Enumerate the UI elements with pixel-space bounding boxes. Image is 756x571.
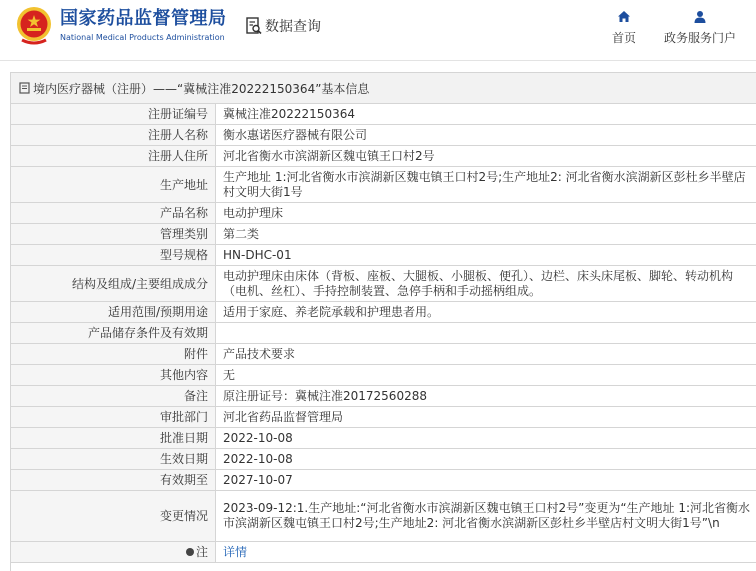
row-value-text: 第二类 [223, 226, 260, 241]
row-value-text: 2023-09-12:1.生产地址:“河北省衡水市滨湖新区魏屯镇王口村2号”变更为“生产地址 1:河北省衡水市滨湖新区魏屯镇王口村2号;生产地址2: 河北省衡水滨湖新区彭杜乡半壁店村文明大街1号”\n [223, 501, 751, 530]
row-value [216, 428, 756, 448]
row-value [216, 365, 756, 385]
row-label: 产品储存条件及有效期 [11, 323, 216, 343]
row-value-text: 2022-10-08 [223, 451, 293, 466]
row-label: 型号规格 [11, 245, 216, 265]
row-label: 结构及组成/主要组成成分 [11, 266, 216, 301]
site-subtitle: National Medical Products Administration [60, 33, 225, 42]
note-value [216, 542, 756, 562]
table-row [11, 266, 756, 302]
row-value [216, 386, 756, 406]
row-value [216, 125, 756, 145]
table-row [11, 302, 756, 323]
note-label: 注 [195, 545, 208, 559]
row-value-text: 产品技术要求 [223, 346, 296, 361]
row-label: 注册证编号 [11, 104, 216, 124]
table-row [11, 146, 756, 167]
table-row [11, 470, 756, 491]
table-row [11, 167, 756, 203]
table-row [11, 323, 756, 344]
note-label-cell [11, 542, 216, 562]
row-value [216, 224, 756, 244]
row-label: 备注 [11, 386, 216, 406]
table-row [11, 203, 756, 224]
table-row [11, 386, 756, 407]
row-value-text: 衡水惠诺医疗器械有限公司 [223, 127, 368, 142]
nav-service-portal[interactable] [656, 10, 744, 46]
table-row [11, 407, 756, 428]
info-bullet-icon [186, 548, 194, 556]
table-row [11, 125, 756, 146]
site-header [0, 0, 756, 58]
row-value-text: 无 [223, 367, 236, 382]
nav-home-label: 首页 [611, 31, 636, 45]
row-value-text: 河北省药品监督管理局 [223, 409, 344, 424]
row-value [216, 449, 756, 469]
row-label: 批准日期 [11, 428, 216, 448]
row-value [216, 470, 756, 490]
user-icon [693, 10, 707, 23]
table-row [11, 224, 756, 245]
row-value-text: HN-DHC-01 [223, 247, 292, 262]
row-label: 审批部门 [11, 407, 216, 427]
data-query-link[interactable] [246, 16, 321, 36]
row-label: 产品名称 [11, 203, 216, 223]
row-label: 附件 [11, 344, 216, 364]
national-emblem-icon [16, 6, 52, 46]
document-icon [19, 82, 30, 94]
home-icon [617, 10, 631, 23]
site-title: 国家药品监督管理局 [60, 8, 227, 29]
row-label: 生效日期 [11, 449, 216, 469]
row-value [216, 407, 756, 427]
row-value [216, 203, 756, 223]
row-value [216, 344, 756, 364]
site-brand[interactable] [60, 8, 227, 44]
row-value [216, 323, 756, 343]
row-label: 其他内容 [11, 365, 216, 385]
row-label: 变更情况 [11, 491, 216, 541]
row-label: 生产地址 [11, 167, 216, 202]
row-label: 有效期至 [11, 470, 216, 490]
row-label: 管理类别 [11, 224, 216, 244]
nav-service-label: 政务服务门户 [663, 31, 736, 45]
row-label: 注册人住所 [11, 146, 216, 166]
row-value [216, 266, 756, 301]
header-divider [0, 60, 756, 61]
table-row [11, 245, 756, 266]
row-value-text: 2027-10-07 [223, 472, 293, 487]
row-value [216, 146, 756, 166]
row-value [216, 491, 756, 541]
row-value-text: 原注册证号：冀械注准20172560288 [223, 388, 427, 403]
row-value-text: 电动护理床 [223, 205, 284, 220]
row-label: 适用范围/预期用途 [11, 302, 216, 322]
row-value-text: 生产地址 1:河北省衡水市滨湖新区魏屯镇王口村2号;生产地址2: 河北省衡水滨湖新区彭杜乡半壁店村文明大街1号 [223, 169, 746, 199]
data-query-label: 数据查询 [265, 19, 321, 35]
row-value-text: 电动护理床由床体（背板、座板、大腿板、小腿板、便孔）、边栏、床头床尾板、脚轮、转动机构（电机、丝杠）、手持控制装置、急停手柄和手动摇柄组成。 [223, 268, 734, 298]
row-label: 注册人名称 [11, 125, 216, 145]
row-value [216, 167, 756, 202]
table-row [11, 344, 756, 365]
table-row [11, 365, 756, 386]
row-value-text: 冀械注准20222150364 [223, 106, 355, 121]
row-value [216, 104, 756, 124]
row-value-text: 适用于家庭、养老院承载和护理患者用。 [223, 304, 440, 319]
table-row [11, 491, 756, 542]
table-row [11, 104, 756, 125]
info-table [11, 104, 756, 563]
table-row [11, 428, 756, 449]
document-search-icon [246, 17, 262, 35]
table-row-note [11, 542, 756, 563]
nav-home[interactable] [604, 10, 644, 46]
row-value-text: 2022-10-08 [223, 430, 293, 445]
details-link[interactable]: 详情 [223, 544, 248, 559]
row-value [216, 302, 756, 322]
panel-title-bar [11, 73, 756, 104]
row-value [216, 245, 756, 265]
row-value-text: 河北省衡水市滨湖新区魏屯镇王口村2号 [223, 148, 435, 163]
detail-panel [10, 72, 756, 571]
panel-title: 境内医疗器械（注册）——“冀械注准20222150364”基本信息 [33, 81, 370, 96]
table-row [11, 449, 756, 470]
